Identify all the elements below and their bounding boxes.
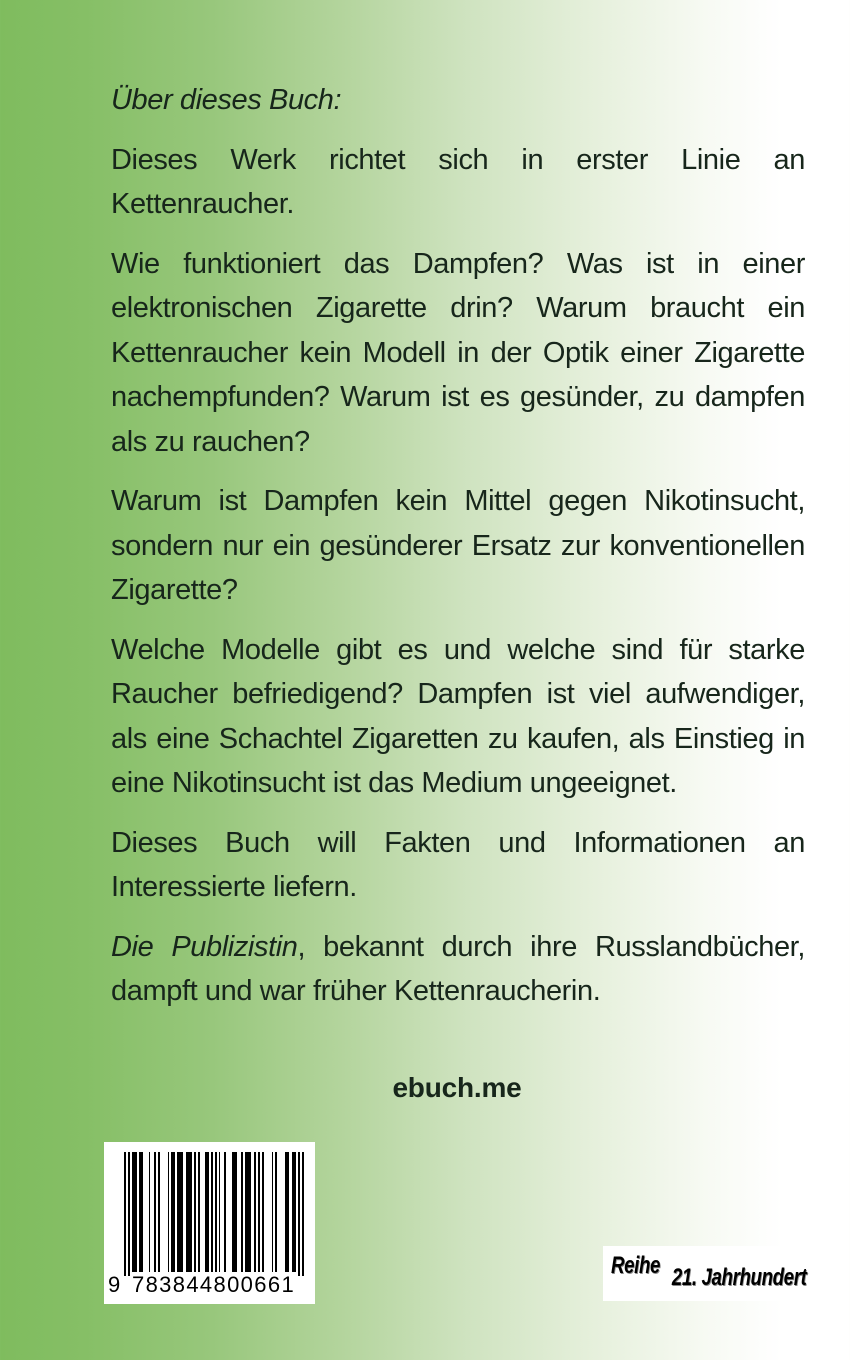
barcode-gap bbox=[277, 1152, 285, 1276]
isbn-digits: 783844800661 bbox=[132, 1272, 296, 1297]
barcode-bar bbox=[302, 1152, 304, 1276]
barcode-bars bbox=[124, 1152, 304, 1276]
series-name: 21. Jahrhundert bbox=[671, 1264, 807, 1291]
blurb-paragraph: Warum ist Dampfen kein Mittel gegen Nikotinsucht, sondern nur ein gesünderer Ersatz zur konventionellen Zigarette? bbox=[111, 485, 805, 606]
barcode-gap bbox=[264, 1152, 272, 1276]
blurb-paragraph: Welche Modelle gibt es und welche sind für starke Raucher befriedigend? Dampfen ist viel aufwendiger, als eine Schachtel Zigaretten zu kaufen, als Einstieg in eine Nikotinsucht ist das Medium ungeeignet. bbox=[111, 633, 805, 799]
blurb-heading: Über dieses Buch: bbox=[111, 84, 342, 116]
series-logo bbox=[603, 1246, 816, 1301]
blurb-paragraph: Wie funktioniert das Dampfen? Was ist in einer elektronischen Zigarette drin? Warum braucht ein Kettenraucher kein Modell in der Optik einer Zigarette nachempfunden? Warum ist es gesünder, zu dampfen als zu rauchen? bbox=[111, 247, 805, 458]
isbn-first-digit: 9 bbox=[108, 1272, 121, 1297]
author-description: , bekannt durch ihre Russlandbücher, dampft und war früher Kettenraucherin. bbox=[111, 930, 805, 1007]
isbn-barcode bbox=[104, 1142, 315, 1304]
blurb-text bbox=[111, 78, 805, 1029]
blurb-paragraph: Dieses Buch will Fakten und Informationen an Interessierte liefern. bbox=[111, 826, 805, 903]
barcode-gap bbox=[160, 1152, 168, 1276]
author-note bbox=[111, 925, 805, 1014]
website-link[interactable]: ebuch.me bbox=[392, 1072, 522, 1103]
author-label: Die Publizistin bbox=[111, 930, 298, 963]
series-word: Reihe bbox=[611, 1252, 661, 1279]
blurb-paragraph: Dieses Werk richtet sich in erster Linie an Kettenraucher. bbox=[111, 143, 805, 220]
